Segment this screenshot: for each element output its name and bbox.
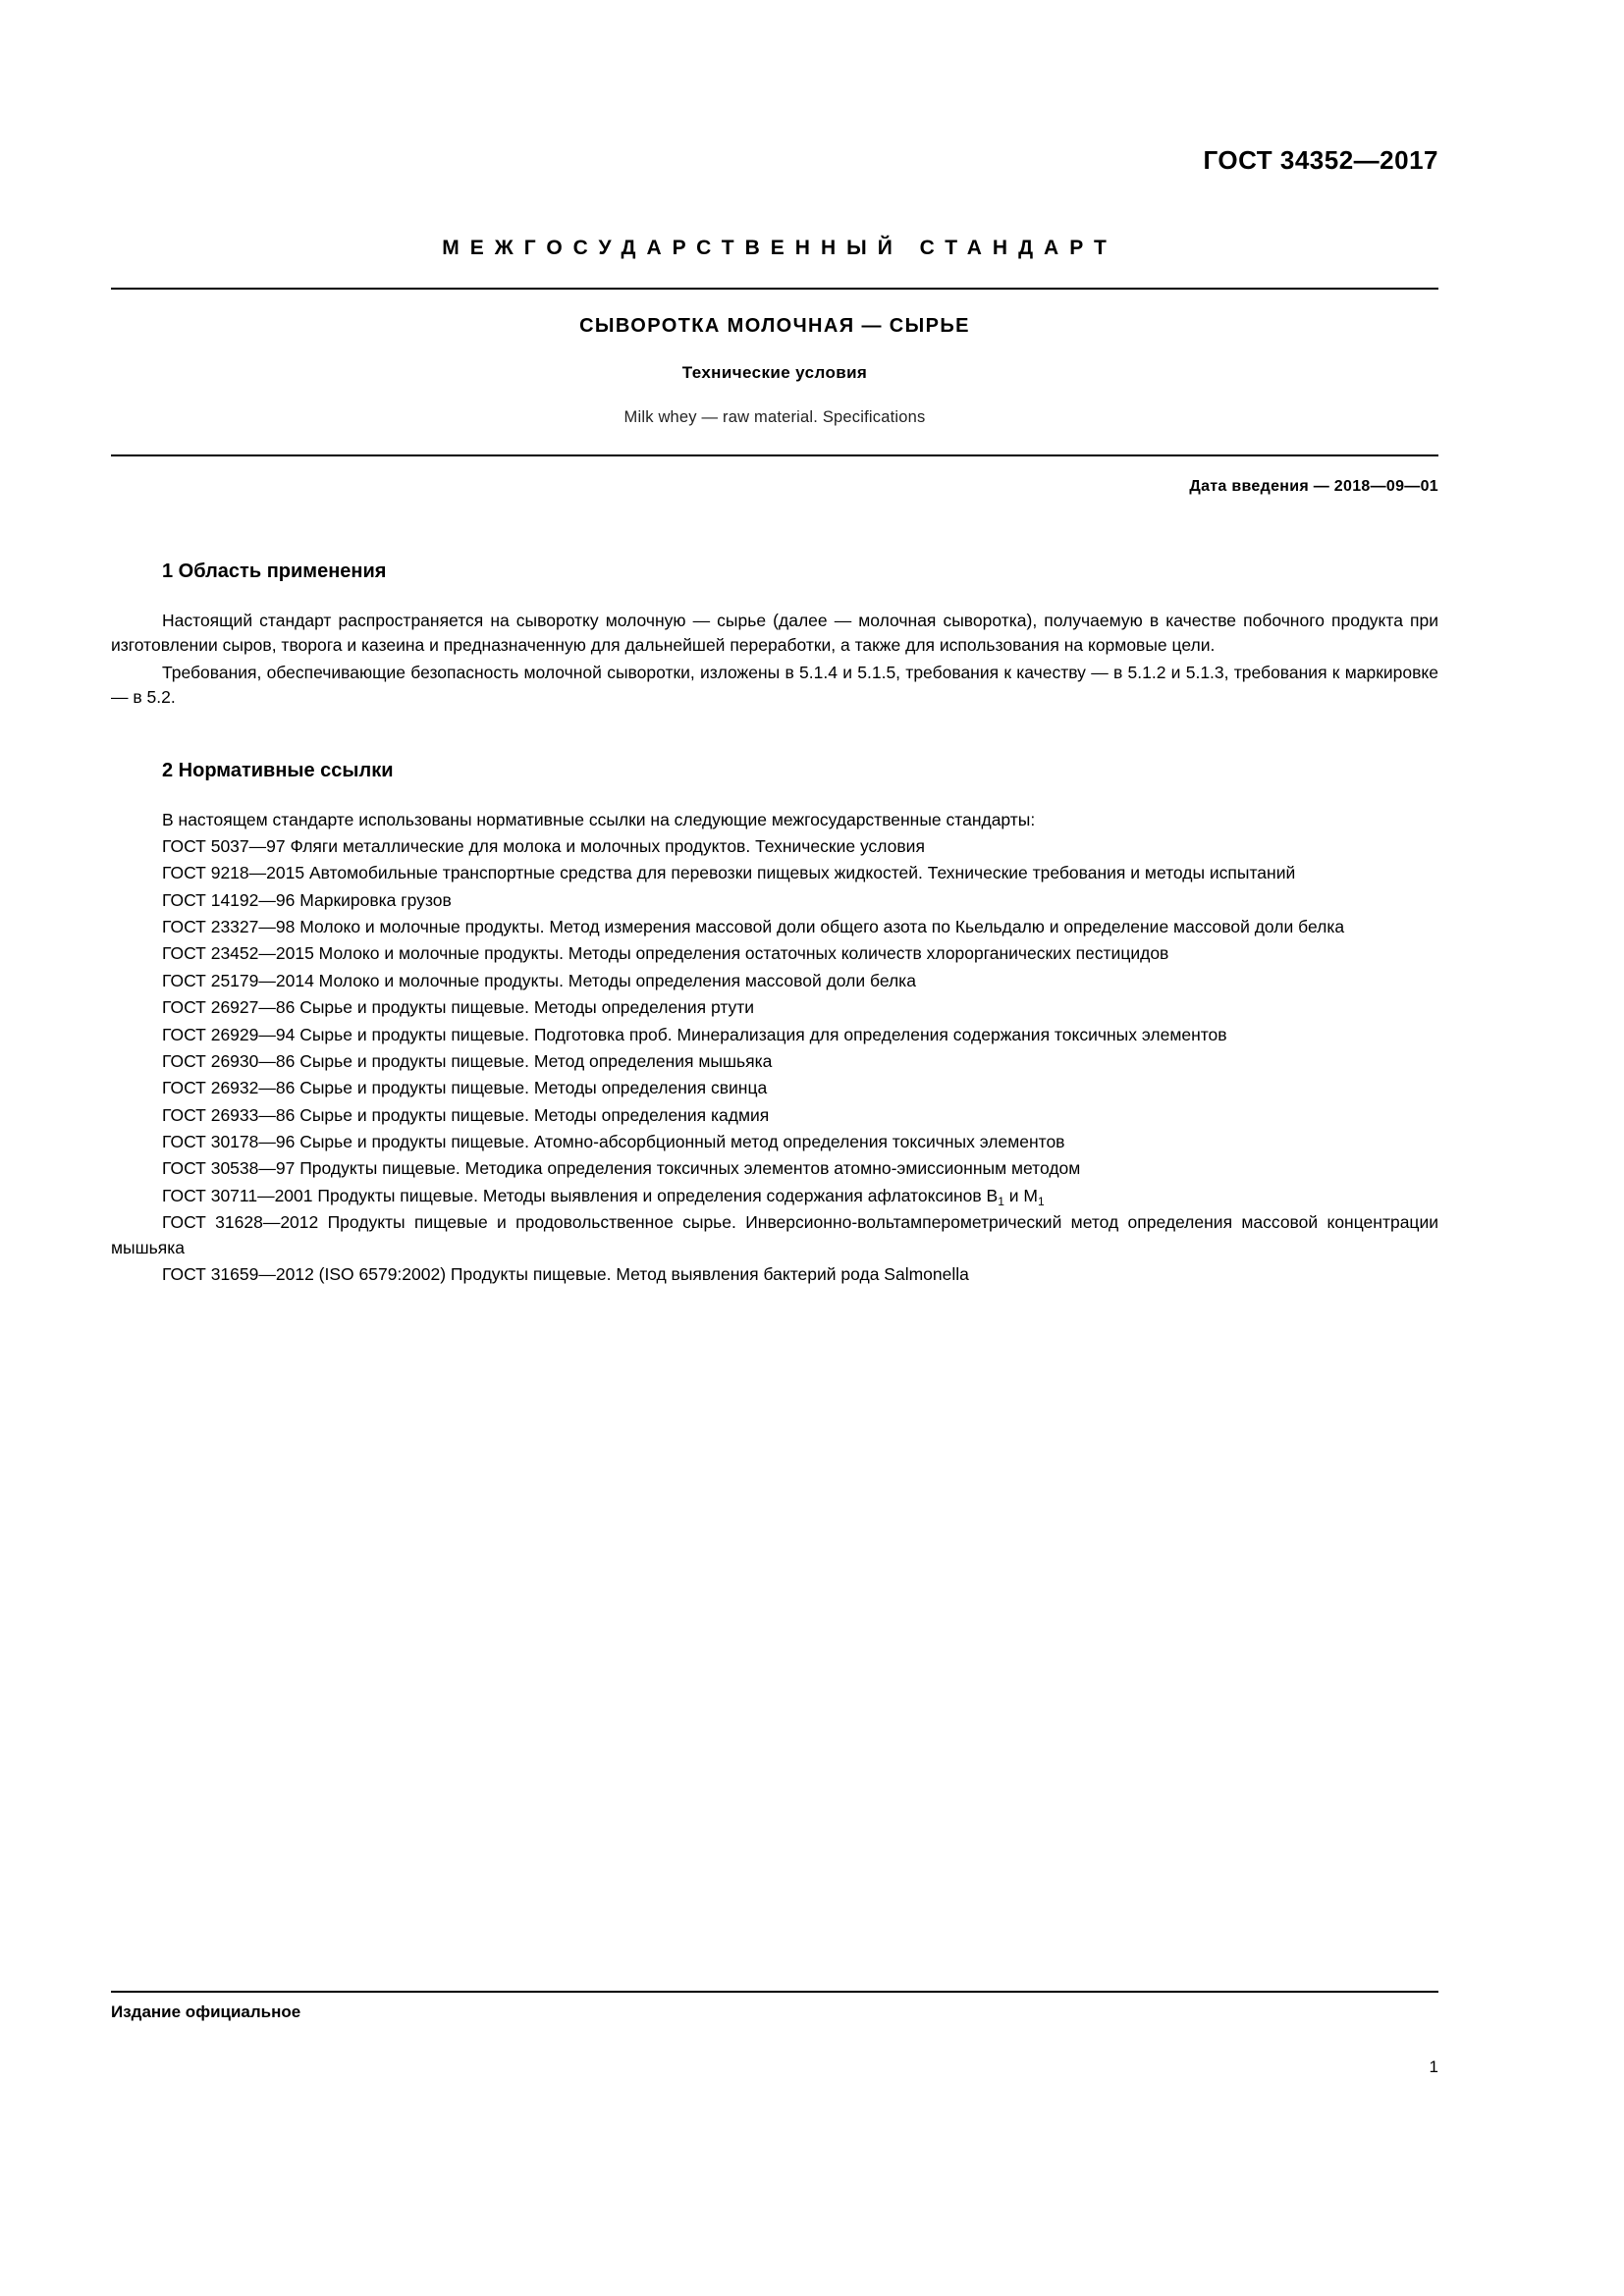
introduction-date: Дата введения — 2018—09—01 — [1189, 478, 1438, 495]
standard-kind-label: МЕЖГОСУДАРСТВЕННЫЙ СТАНДАРТ — [442, 237, 1117, 259]
reference-item: ГОСТ 31628—2012 Продукты пищевые и продовольственное сырье. Инверсионно-вольтамперометрический метод определения массовой концентрации мышьяка — [111, 1212, 1438, 1257]
aflatoxin-subscript-b1: 1 — [998, 1194, 1004, 1208]
reference-item: ГОСТ 26933—86 Сырье и продукты пищевые. Методы определения кадмия — [162, 1104, 770, 1125]
page-number: 1 — [1429, 2057, 1438, 2076]
document-title: СЫВОРОТКА МОЛОЧНАЯ — СЫРЬЕ — [579, 315, 970, 337]
reference-item: ГОСТ 26930—86 Сырье и продукты пищевые. Метод определения мышьяка — [162, 1050, 773, 1071]
reference-item: ГОСТ 23327—98 Молоко и молочные продукты. Метод измерения массовой доли общего азота по Кьельдалю и определение массовой доли белка — [162, 917, 1345, 936]
reference-item: ГОСТ 31659—2012 (ISO 6579:2002) Продукты пищевые. Метод выявления бактерий рода Salmonella — [162, 1263, 969, 1284]
reference-item: ГОСТ 23452—2015 Молоко и молочные продукты. Методы определения остаточных количеств хлорорганических пестицидов — [162, 943, 1169, 964]
section-heading-references: 2 Нормативные ссылки — [162, 759, 394, 781]
reference-item: ГОСТ 30178—96 Сырье и продукты пищевые. Атомно-абсорбционный метод определения токсичных элементов — [162, 1132, 1065, 1151]
section-heading-scope: 1 Область применения — [162, 561, 387, 582]
scope-paragraph-2: Требования, обеспечивающие безопасность молочной сыворотки, изложены в 5.1.4 и 5.1.5, требования к качеству — в 5.1.2 и 5.1.3, требования к маркировке — в 5.2. — [111, 662, 1438, 708]
footer-divider — [111, 1991, 1438, 1993]
aflatoxin-text-prefix: ГОСТ 30711—2001 Продукты пищевые. Методы выявления и определения содержания афлатоксинов В — [162, 1185, 999, 1205]
document-title-english: Milk whey — raw material. Specifications — [623, 408, 926, 426]
references-list — [111, 806, 1438, 1288]
title-block — [111, 290, 1438, 433]
reference-item: ГОСТ 30538—97 Продукты пищевые. Методика определения токсичных элементов атомно-эмиссионным методом — [162, 1158, 1081, 1179]
page-content — [111, 0, 1438, 1287]
reference-item: ГОСТ 5037—97 Фляги металлические для молока и молочных продуктов. Технические условия — [162, 835, 925, 856]
reference-item: ГОСТ 14192—96 Маркировка грузов — [162, 889, 452, 910]
document-number: ГОСТ 34352—2017 — [1203, 145, 1438, 175]
reference-item-aflatoxins — [111, 1182, 1438, 1208]
aflatoxin-text-mid: и М — [1003, 1185, 1038, 1205]
aflatoxin-subscript-m1: 1 — [1037, 1194, 1045, 1208]
reference-item: ГОСТ 9218—2015 Автомобильные транспортные средства для перевозки пищевых жидкостей. Технические требования и методы испытаний — [162, 863, 1296, 883]
reference-item: ГОСТ 26927—86 Сырье и продукты пищевые. Методы определения ртути — [162, 997, 755, 1018]
footer-edition-label: Издание официальное — [111, 2002, 301, 2021]
header-divider-bottom — [111, 454, 1438, 456]
document-subtitle: Технические условия — [681, 363, 868, 382]
reference-item: ГОСТ 26929—94 Сырье и продукты пищевые. Подготовка проб. Минерализация для определения содержания токсичных элементов — [162, 1024, 1227, 1044]
reference-item: ГОСТ 26932—86 Сырье и продукты пищевые. Методы определения свинца — [162, 1078, 768, 1098]
references-intro: В настоящем стандарте использованы нормативные ссылки на следующие межгосударственные стандарты: — [162, 809, 1036, 829]
reference-item: ГОСТ 25179—2014 Молоко и молочные продукты. Методы определения массовой доли белка — [162, 970, 916, 990]
scope-paragraph-1: Настоящий стандарт распространяется на сыворотку молочную — сырье (далее — молочная сыворотка), получаемую в качестве побочного продукта при изготовлении сыров, творога и казеина и предназначенную для дальнейшей переработки, а также для использования на кормовые цели. — [111, 611, 1438, 656]
